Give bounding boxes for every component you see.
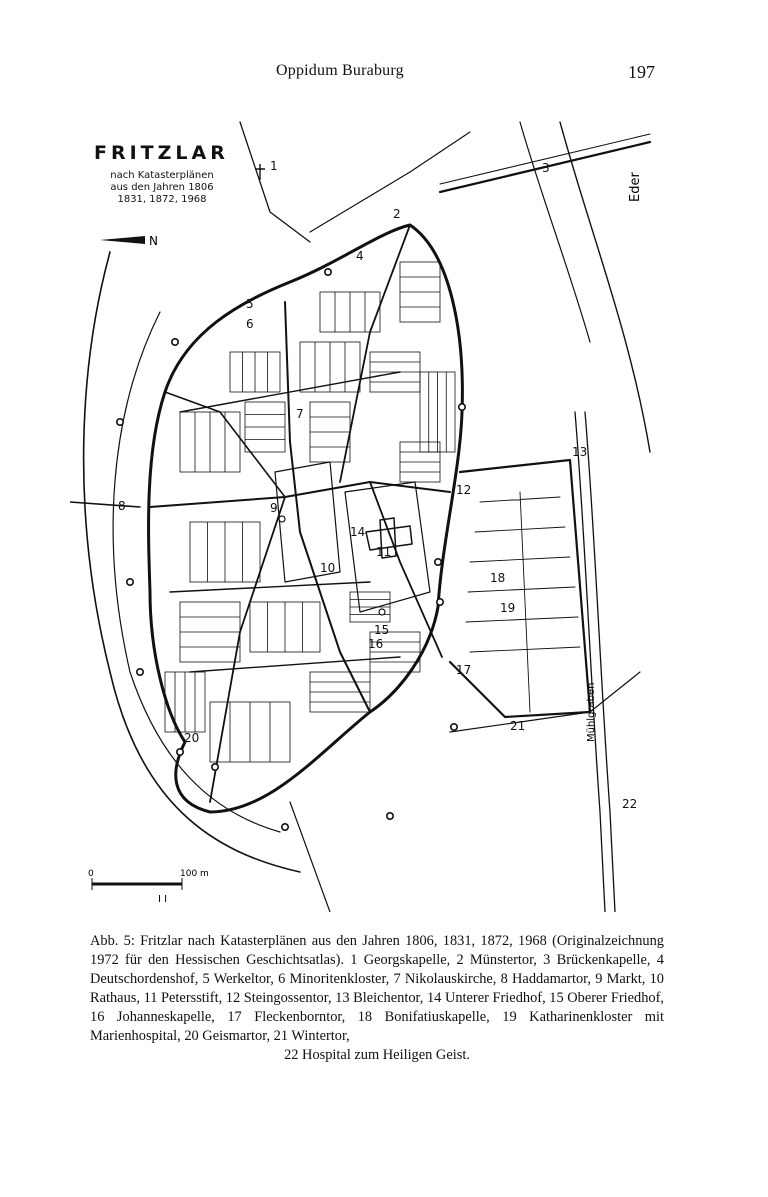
- wall-tower: [459, 404, 465, 410]
- map-marker-20: 20: [184, 731, 200, 745]
- outer-road-north: [240, 122, 310, 242]
- map-marker-22: 22: [622, 797, 638, 811]
- north-label: N: [149, 234, 158, 248]
- scale-marker: I I: [158, 894, 168, 905]
- street-ne: [340, 225, 410, 482]
- wall-tower: [117, 419, 123, 425]
- map-marker-7: 7: [296, 407, 304, 421]
- market-symbol: [279, 516, 285, 522]
- wall-tower: [127, 579, 133, 585]
- street-cross-3: [180, 372, 400, 412]
- map-subtitle-line: nach Katasterplänen: [110, 170, 214, 181]
- map-marker-12: 12: [456, 483, 472, 497]
- bridge-rail: [440, 134, 650, 184]
- map-title: FRITZLAR: [94, 142, 229, 164]
- map-subtitle-line: aus den Jahren 1806: [110, 182, 214, 193]
- running-head: [0, 62, 768, 86]
- map-marker-3: 3: [542, 161, 550, 175]
- map-marker-10: 10: [320, 561, 336, 575]
- town-plan-map: [70, 112, 660, 912]
- street-sw: [210, 497, 285, 802]
- map-marker-11: 11: [376, 545, 392, 559]
- town-plan-figure: [70, 112, 660, 912]
- scale-start: 0: [88, 869, 94, 879]
- north-arrow: [100, 234, 158, 248]
- map-marker-14: 14: [350, 525, 366, 539]
- suburb-east-lots: [466, 492, 580, 712]
- cemetery-symbol: [379, 609, 385, 615]
- scale-end: 100 m: [180, 869, 209, 879]
- outer-road-northeast: [310, 132, 470, 232]
- map-marker-18: 18: [490, 571, 506, 585]
- wall-tower: [282, 824, 288, 830]
- wall-tower: [177, 749, 183, 755]
- page-number: 197: [628, 62, 655, 82]
- stream-label: Mühlgraben: [586, 682, 597, 742]
- wall-tower: [137, 669, 143, 675]
- map-marker-8: 8: [118, 499, 126, 513]
- map-marker-4: 4: [356, 249, 364, 263]
- street-cross-2: [190, 657, 400, 672]
- wall-tower: [451, 724, 457, 730]
- town-wall: [149, 225, 463, 812]
- map-marker-17: 17: [456, 663, 472, 677]
- map-marker-6: 6: [246, 317, 254, 331]
- wall-tower: [325, 269, 331, 275]
- wall-tower: [172, 339, 178, 345]
- muehlgraben-channel-2: [585, 412, 615, 912]
- outer-road-southeast: [450, 672, 640, 732]
- map-marker-1: 1: [270, 159, 278, 173]
- main-street-ew: [150, 482, 450, 507]
- running-title: Oppidum Buraburg: [276, 62, 404, 79]
- street-cross-1: [170, 582, 370, 592]
- main-street-ns: [285, 302, 370, 712]
- figure-caption: [90, 932, 664, 1065]
- map-marker-5: 5: [246, 297, 254, 311]
- map-subtitle: [92, 170, 232, 206]
- wall-tower: [387, 813, 393, 819]
- map-marker-13: 13: [572, 445, 588, 459]
- map-marker-15: 15: [374, 623, 390, 637]
- map-marker-9: 9: [270, 501, 278, 515]
- scale-bar: [88, 869, 209, 905]
- map-marker-16: 16: [368, 637, 384, 651]
- outer-road-west: [70, 502, 140, 507]
- wall-tower: [437, 599, 443, 605]
- outer-road-south: [290, 802, 330, 912]
- wall-tower: [212, 764, 218, 770]
- caption-text: Abb. 5: Fritzlar nach Katasterplänen aus den Jahren 1806, 1831, 1872, 1968 (Originalzeichnung 1972 für den Hessischen Geschichtsatlas). 1 Georgskapelle, 2 Münstertor, 3 Brückenkapelle, 4 Deutschordenshof, 5 Werkeltor, 6 Minoritenkloster, 7 Nikolauskirche, 8 Haddamartor, 9 Markt, 10 Rathaus, 11 Petersstift, 12 Steingossentor, 13 Bleichentor, 14 Unterer Friedhof, 15 Oberer Friedhof, 16 Johanneskapelle, 17 Fleckenborntor, 18 Bonifatiuskapelle, 19 Katharinenkloster mit Marienhospital, 20 Geismartor, 21 Wintertor,: [90, 933, 664, 1044]
- map-marker-21: 21: [510, 719, 526, 733]
- wall-tower: [435, 559, 441, 565]
- map-marker-19: 19: [500, 601, 516, 615]
- caption-last-line: 22 Hospital zum Heiligen Geist.: [284, 1047, 470, 1063]
- river-eder-bank-2: [520, 122, 590, 342]
- map-subtitle-line: 1831, 1872, 1968: [117, 194, 207, 205]
- river-label: Eder: [628, 172, 643, 202]
- map-marker-2: 2: [393, 207, 401, 221]
